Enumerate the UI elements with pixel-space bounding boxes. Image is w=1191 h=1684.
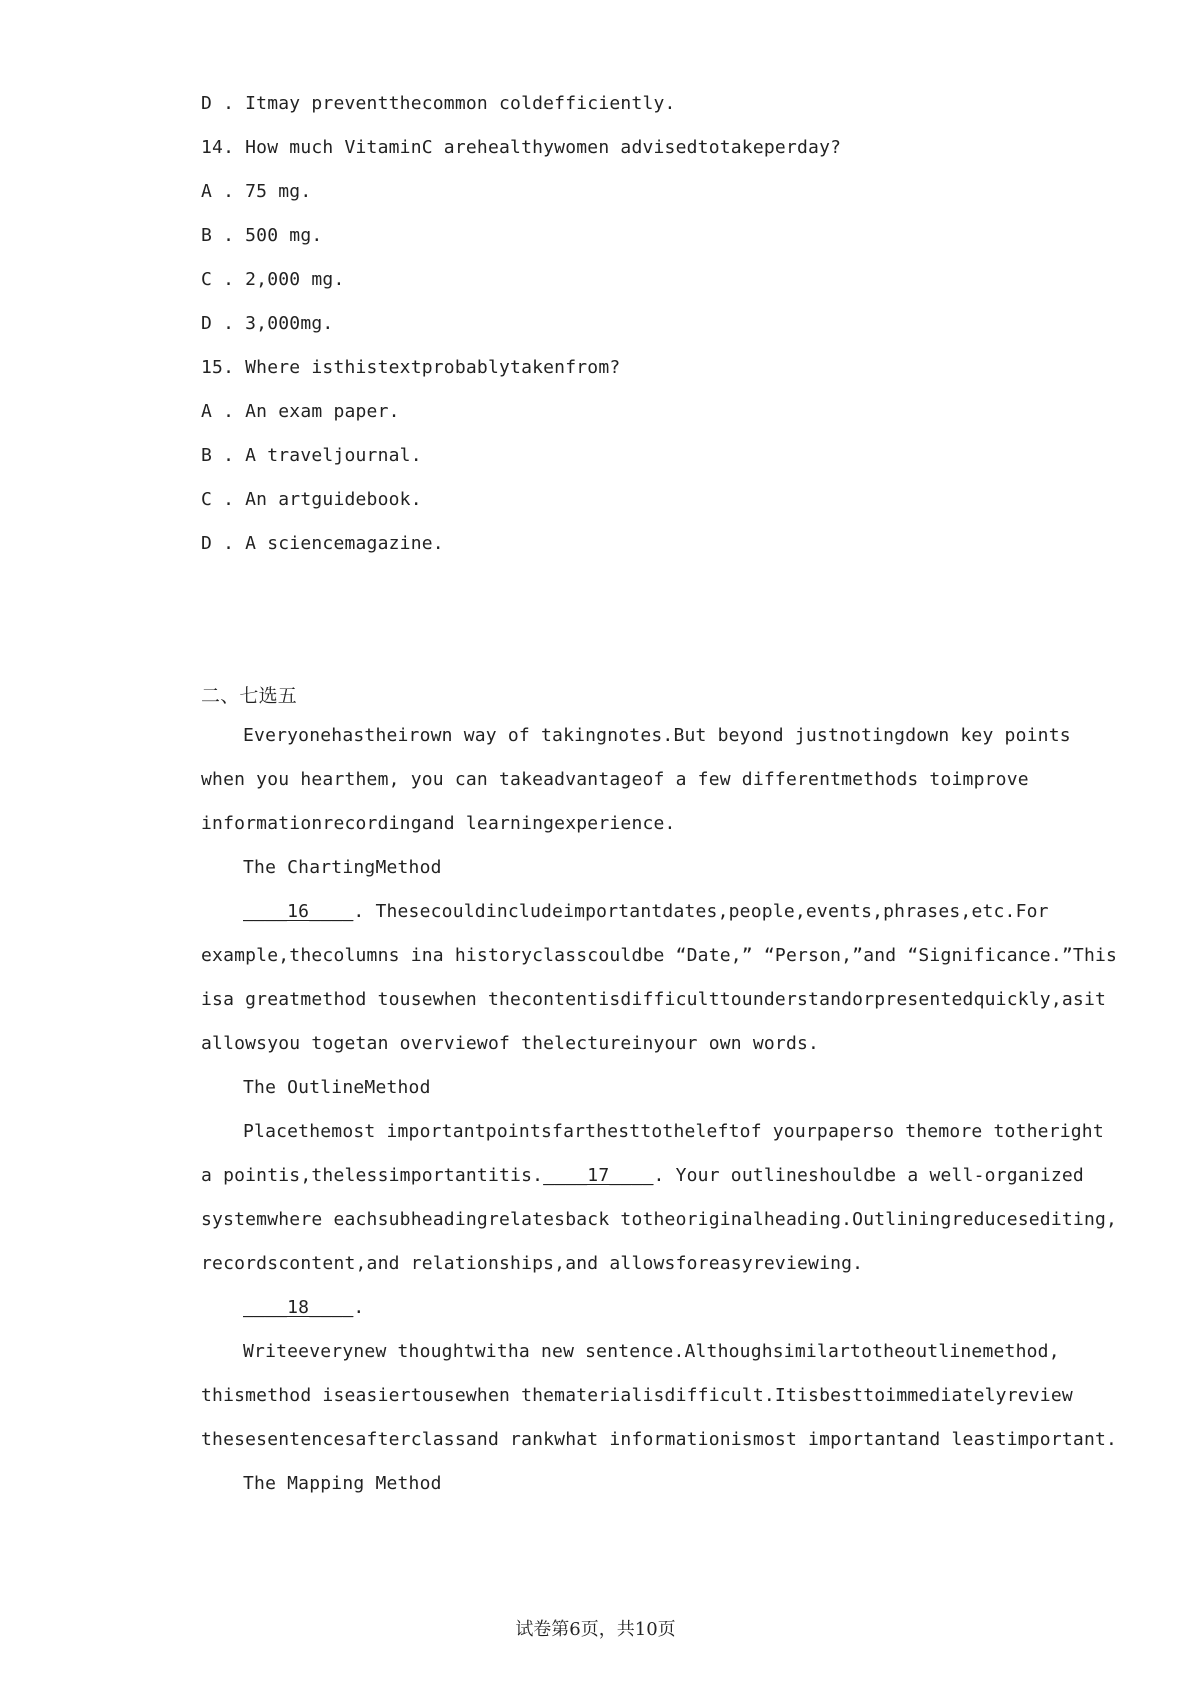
blank-16: ____16____ (243, 901, 354, 922)
charting-line-text: . Thesecouldincludeimportantdates,people,events,phrases,etc.For (353, 901, 1049, 922)
charting-line: isa greatmethod tousewhen thecontentisdifficulttounderstandorpresentedquickly,asit (201, 989, 1107, 1010)
blank-17: ____17____ (543, 1165, 654, 1186)
blank-18-period: . (353, 1297, 365, 1318)
intro-line: informationrecordingand learningexperience. (201, 813, 676, 834)
section-heading: 二、七选五 (201, 685, 298, 707)
outline-line (201, 1164, 1084, 1188)
outline-line-text: . Your outlineshouldbe a well-organized (653, 1165, 1084, 1186)
q14-question: 14. How much VitaminC arehealthywomen advisedtotakeperday? (201, 137, 842, 158)
sentence-line: Writeeverynew thoughtwitha new sentence.Althoughsimilartotheoutlinemethod, (243, 1341, 1060, 1362)
sentence-line: thesesentencesafterclassand rankwhat informationismost importantand leastimportant. (201, 1429, 1118, 1450)
q15-question: 15. Where isthistextprobablytakenfrom? (201, 357, 621, 378)
outline-method-title: The OutlineMethod (243, 1077, 431, 1098)
q14-option-c: C . 2,000 mg. (201, 269, 345, 290)
charting-line: example,thecolumns ina historyclasscouldbe “Date,” “Person,”and “Significance.”This (201, 945, 1118, 966)
intro-line: Everyonehastheirown way of takingnotes.But beyond justnotingdown key points (243, 725, 1071, 746)
outline-line: recordscontent,and relationships,and allowsforeasyreviewing. (201, 1253, 864, 1274)
q15-option-d: D . A sciencemagazine. (201, 533, 444, 554)
page-footer: 试卷第6页，共10页 (515, 1619, 676, 1640)
q15-option-a: A . An exam paper. (201, 401, 400, 422)
q14-option-d: D . 3,000mg. (201, 313, 334, 334)
sentence-method-title (243, 1296, 364, 1320)
blank-18: ____18____ (243, 1297, 354, 1318)
outline-line: Placethemost importantpointsfarthesttotheleftof yourpaperso themore totheright (243, 1121, 1104, 1142)
charting-line: allowsyou togetan overviewof thelectureinyour own words. (201, 1033, 820, 1054)
mapping-method-title: The Mapping Method (243, 1473, 442, 1494)
charting-line (243, 900, 1049, 924)
intro-line: when you hearthem, you can takeadvantageof a few differentmethods toimprove (201, 769, 1029, 790)
sentence-line: thismethod iseasiertousewhen thematerialisdifficult.Itisbesttoimmediatelyreview (201, 1385, 1073, 1406)
q14-option-a: A . 75 mg. (201, 181, 312, 202)
q15-option-c: C . An artguidebook. (201, 489, 422, 510)
outline-line: systemwhere eachsubheadingrelatesback totheoriginalheading.Outliningreducesediting, (201, 1209, 1118, 1230)
q15-option-b: B . A traveljournal. (201, 445, 422, 466)
outline-line-text: a pointis,thelessimportantitis. (201, 1165, 544, 1186)
q13-option-d: D . Itmay preventthecommon coldefficiently. (201, 93, 676, 114)
charting-method-title: The ChartingMethod (243, 857, 442, 878)
q14-option-b: B . 500 mg. (201, 225, 323, 246)
